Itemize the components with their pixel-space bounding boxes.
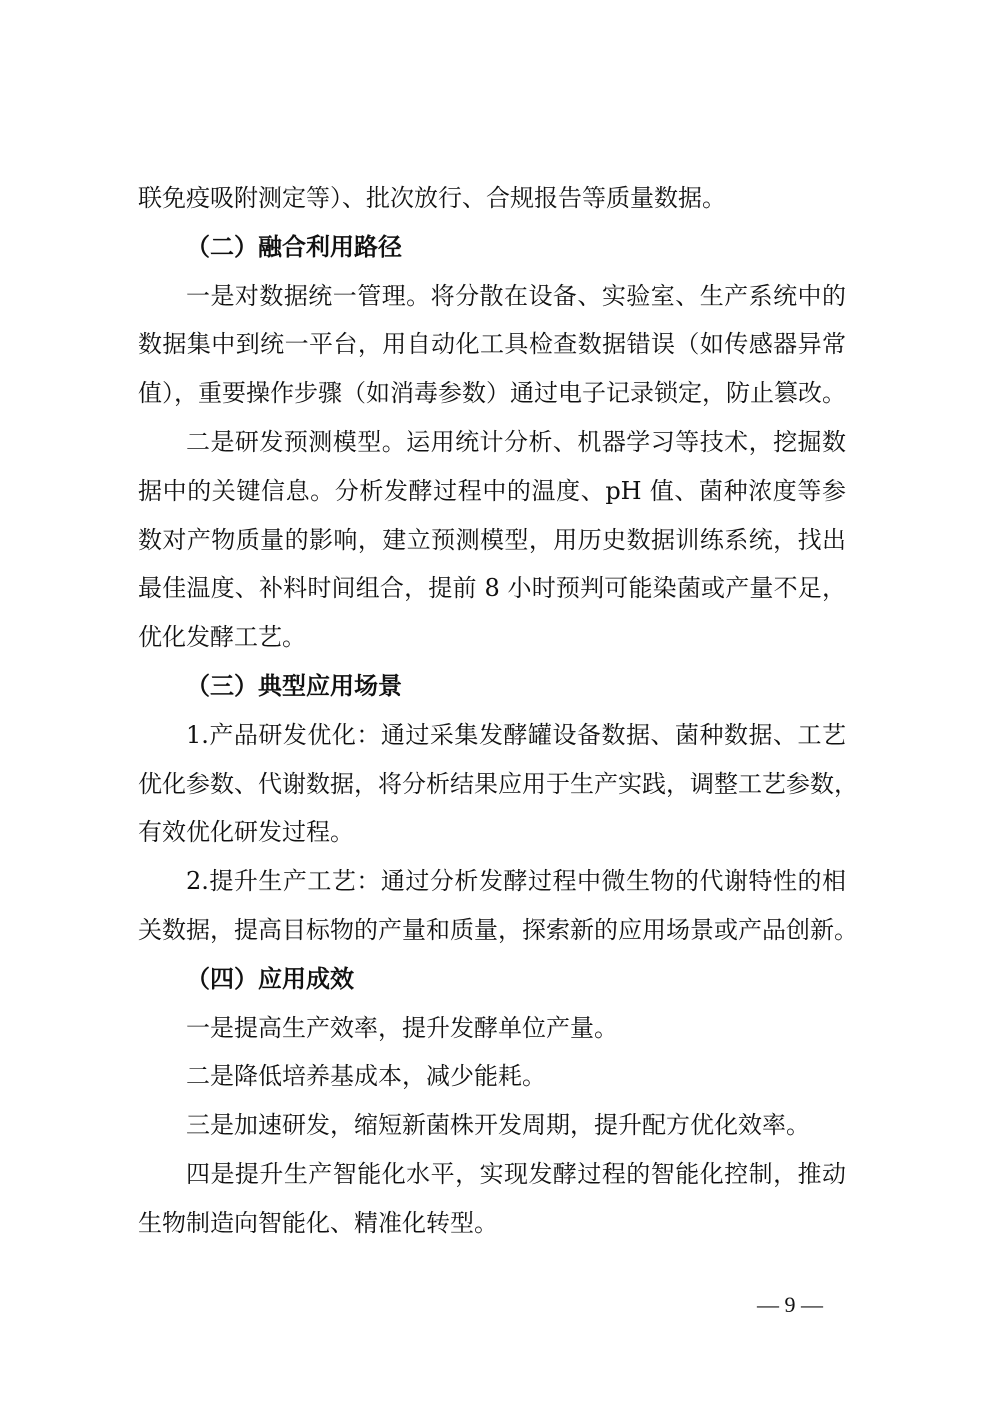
text-line: 一是对数据统一管理。将分散在设备、实验室、生产系统中的 [186,281,846,310]
text-line: 联免疫吸附测定等）、批次放行、合规报告等质量数据。 [138,184,726,212]
text-line: 1.产品研发优化：通过采集发酵罐设备数据、菌种数据、工艺 [186,720,846,749]
section-heading: （四）应用成效 [186,963,354,993]
section-heading: （三）典型应用场景 [186,670,402,700]
text-line: 数对产物质量的影响，建立预测模型，用历史数据训练系统，找出 [138,525,846,554]
text-line: 关数据，提高目标物的产量和质量，探索新的应用场景或产品创新。 [138,915,858,944]
text-line: 优化参数、代谢数据，将分析结果应用于生产实践，调整工艺参数， [138,769,858,798]
section-heading: （二）融合利用路径 [186,231,402,261]
text-line: 优化发酵工艺。 [138,623,306,652]
text-line: 二是研发预测模型。运用统计分析、机器学习等技术，挖掘数 [186,427,846,456]
text-line: 二是降低培养基成本，减少能耗。 [186,1062,546,1091]
text-line: 三是加速研发，缩短新菌株开发周期，提升配方优化效率。 [186,1111,810,1140]
text-line: 2.提升生产工艺：通过分析发酵过程中微生物的代谢特性的相 [186,867,846,896]
text-line: 生物制造向智能化、精准化转型。 [138,1208,498,1237]
page-number: — 9 — [757,1292,823,1317]
text-line: 数据集中到统一平台，用自动化工具检查数据错误（如传感器异常 [138,330,846,359]
document-body [138,174,858,1248]
text-line: 据中的关键信息。分析发酵过程中的温度、pH 值、菌种浓度等参 [138,476,846,505]
text-line: 四是提升生产智能化水平，实现发酵过程的智能化控制，推动 [186,1159,846,1188]
text-line: 值），重要操作步骤（如消毒参数）通过电子记录锁定，防止篡改。 [138,379,846,408]
text-line: 一是提高生产效率，提升发酵单位产量。 [186,1013,618,1042]
text-line: 有效优化研发过程。 [138,818,354,847]
text-line: 最佳温度、补料时间组合，提前 8 小时预判可能染菌或产量不足， [138,574,846,603]
